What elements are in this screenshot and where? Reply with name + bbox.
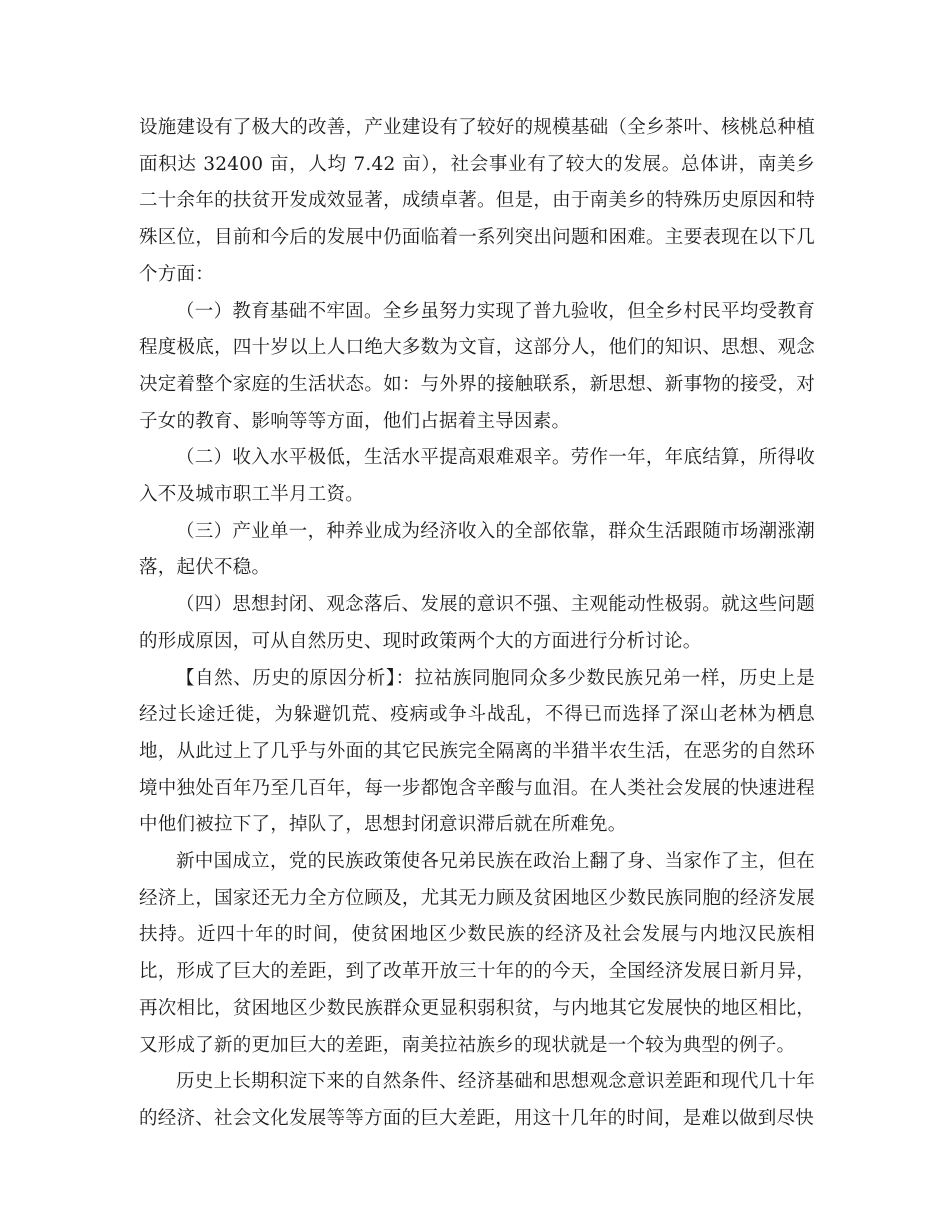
paragraph-item-mindset: （四）思想封闭、观念落后、发展的意识不强、主观能动性极弱。就这些问题的形成原因，可从自然历史、现时政策两个大的方面进行分析讨论。 <box>139 594 815 652</box>
paragraph-item-education: （一）教育基础不牢固。全乡虽努力实现了普九验收，但全乡村民平均受教育程度极底，四十岁以上人口绝大多数为文盲，这部分人，他们的知识、思想、观念决定着整个家庭的生活状态。如：与外界的接触联系，新思想、新事物的接受，对子女的教育、影响等等方面，他们占据着主导因素。 <box>139 300 815 432</box>
paragraph-item-industry: （三）产业单一，种养业成为经济收入的全部依靠，群众生活跟随市场潮涨潮落，起伏不稳。 <box>139 520 815 579</box>
paragraph-gap-closing: 历史上长期积淀下来的自然条件、经济基础和思想观念意识差距和现代几十年的经济、社会文化发展等等方面的巨大差距，用这十几年的时间，是难以做到尽快 <box>139 1071 815 1129</box>
paragraph-history-analysis: 【自然、历史的原因分析】：拉祜族同胞同众多少数民族兄弟一样，历史上是经过长途迁徙，为躲避饥荒、疫病或争斗战乱，不得已而选择了深山老林为栖息地，从此过上了几乎与外面的其它民族完全隔离的半猎半农生活，在恶劣的自然环境中独处百年乃至几百年，每一步都饱含辛酸与血泪。在人类社会发展的快速进程中他们被拉下了，掉队了，思想封闭意识滞后就在所难免。 <box>139 667 815 836</box>
paragraph-new-china: 新中国成立，党的民族政策使各兄弟民族在政治上翻了身、当家作了主，但在经济上，国家还无力全方位顾及，尤其无力顾及贫困地区少数民族同胞的经济发展扶持。近四十年的时间，使贫困地区少数民族的经济及社会发展与内地汉民族相比，形成了巨大的差距，到了改革开放三十年的的今天，全国经济发展日新月异，再次相比，贫困地区少数民族群众更显积弱积贫，与内地其它发展快的地区相比，又形成了新的更加巨大的差距，南美拉祜族乡的现状就是一个较为典型的例子。 <box>139 851 815 1056</box>
paragraph-item-income: （二）收入水平极低，生活水平提高艰难艰辛。劳作一年，年底结算，所得收入不及城市职工半月工资。 <box>139 447 815 506</box>
document-body <box>139 110 815 1138</box>
paragraph-intro: 设施建设有了极大的改善，产业建设有了较好的规模基础（全乡茶叶、核桃总种植面积达 32400 亩，人均 7.42 亩），社会事业有了较大的发展。总体讲，南美乡二十余年的扶贫开发成效显著，成绩卓著。但是，由于南美乡的特殊历史原因和特殊区位，目前和今后的发展中仍面临着一系列突出问题和困难。主要表现在以下几个方面： <box>139 117 815 285</box>
